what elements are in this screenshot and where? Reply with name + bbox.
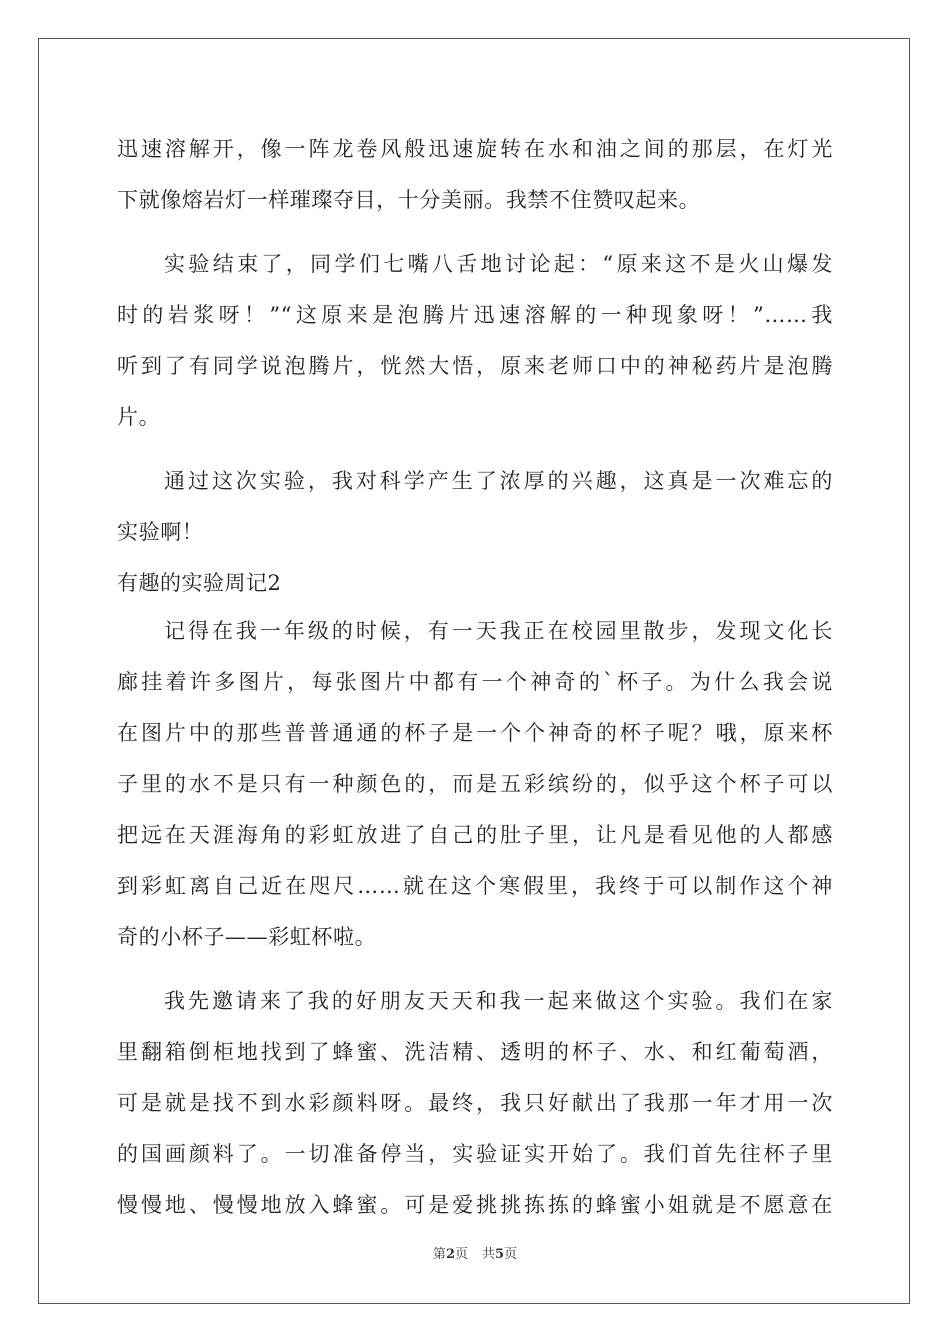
text-line: 实验啊！ xyxy=(117,520,204,544)
text-line: 时的岩浆呀！”“这原来是泡腾片迅速溶解的一种现象呀！”……我 xyxy=(117,303,833,327)
text-line: 到彩虹离自己近在咫尺……就在这个寒假里，我终于可以制作这个神 xyxy=(117,874,833,898)
text-line: 下就像熔岩灯一样璀璨夺目，十分美丽。我禁不住赞叹起来。 xyxy=(117,188,701,212)
paragraph xyxy=(117,610,833,967)
text-line: 把远在天涯海角的彩虹放进了自己的肚子里，让凡是看见他的人都感 xyxy=(117,823,833,847)
text-line: 在图片中的那些普普通通的杯子是一个个神奇的杯子呢？哦，原来杯 xyxy=(117,721,833,745)
paragraph xyxy=(117,243,833,447)
text-line: 慢慢地、慢慢地放入蜂蜜。可是爱挑挑拣拣的蜂蜜小姐就是不愿意在 xyxy=(117,1193,833,1217)
page-total: 5 xyxy=(495,1247,505,1262)
footer-prefix: 第 xyxy=(432,1247,446,1262)
text-line: 的国画颜料了。一切准备停当，实验证实开始了。我们首先往杯子里 xyxy=(117,1142,833,1166)
text-line: 我先邀请来了我的好朋友天天和我一起来做这个实验。我们在家 xyxy=(164,989,833,1013)
paragraph xyxy=(117,460,833,562)
text-line: 实验结束了，同学们七嘴八舌地讨论起：“原来这不是火山爆发 xyxy=(164,252,833,276)
paragraph xyxy=(117,128,833,230)
text-line: 子里的水不是只有一种颜色的，而是五彩缤纷的，似乎这个杯子可以 xyxy=(117,772,833,796)
text-line: 听到了有同学说泡腾片，恍然大悟，原来老师口中的神秘药片是泡腾 xyxy=(117,354,833,378)
text-line: 里翻箱倒柜地找到了蜂蜜、洗洁精、透明的杯子、水、和红葡萄酒， xyxy=(117,1040,833,1064)
text-line: 片。 xyxy=(117,405,161,429)
text-line: 通过这次实验，我对科学产生了浓厚的兴趣，这真是一次难忘的 xyxy=(164,469,833,493)
footer-total-suffix: 页 xyxy=(504,1247,518,1262)
page-number: 2 xyxy=(445,1247,455,1262)
text-line: 廊挂着许多图片，每张图片中都有一个神奇的`杯子。为什么我会说 xyxy=(117,670,833,694)
footer-page-suffix: 页 xyxy=(454,1247,468,1262)
footer-total-prefix: 共 xyxy=(482,1247,496,1262)
text-line: 记得在我一年级的时候，有一天我正在校园里散步，发现文化长 xyxy=(164,619,833,643)
text-line: 奇的小杯子——彩虹杯啦。 xyxy=(117,925,377,949)
page-footer xyxy=(0,1243,950,1262)
text-line: 迅速溶解开，像一阵龙卷风般迅速旋转在水和油之间的那层，在灯光 xyxy=(117,137,833,161)
document-body xyxy=(117,128,833,1235)
text-line: 可是就是找不到水彩颜料呀。最终，我只好献出了我那一年才用一次 xyxy=(117,1091,833,1115)
paragraph xyxy=(117,980,833,1235)
section-heading: 有趣的实验周记2 xyxy=(117,571,282,595)
